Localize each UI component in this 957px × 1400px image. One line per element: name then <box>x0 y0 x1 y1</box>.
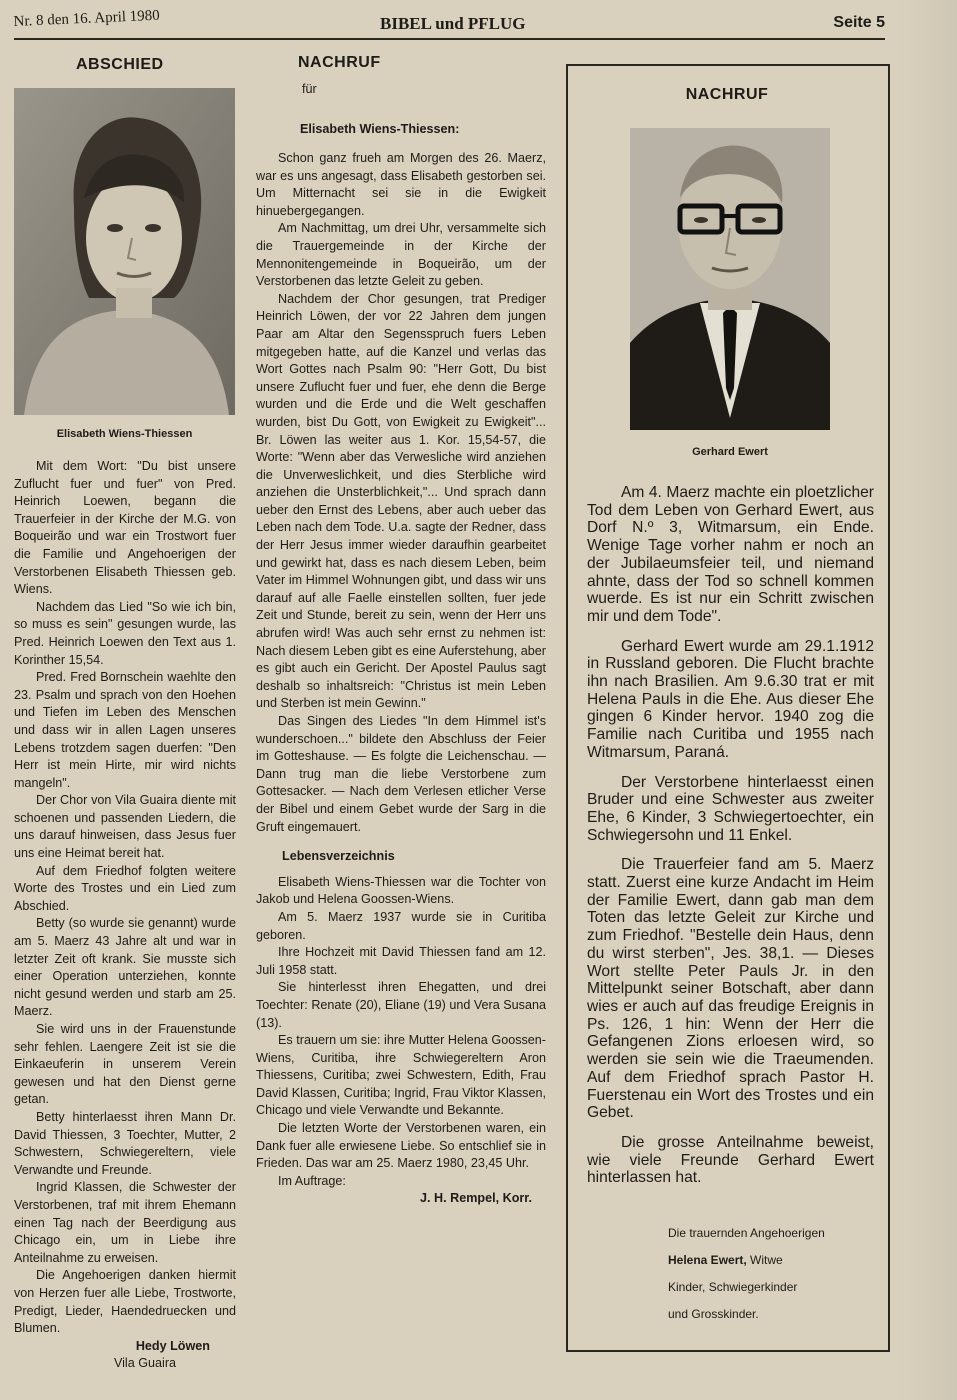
paragraph: Mit dem Wort: "Du bist unsere Zuflucht fuer und fuer" von Pred. Heinrich Loewen, begann die Trauerfeier in der Kirche der M.G. von Boqueirão und war ein Trostwort fuer die Familie und Angehoerigen der Verstorbenen Elisabeth Thiessen geb. Wiens. <box>14 459 236 597</box>
portrait-woman-icon <box>14 88 235 415</box>
paragraph: Sie hinterlesst ihren Ehegatten, und drei Toechter: Renate (20), Eliane (19) und Vera Susana (13). <box>256 980 546 1030</box>
paragraph: Nachdem das Lied "So wie ich bin, so muss es sein" gesungen wurde, las Pred. Heinrich Loewen den Text aus 1. Korinther 15,54. <box>14 599 236 667</box>
sign-line: Die trauernden Angehoerigen <box>668 1226 825 1240</box>
photo-caption-gerhard: Gerhard Ewert <box>692 446 768 458</box>
portrait-photo-elisabeth <box>14 88 235 415</box>
paragraph: Die letzten Worte der Verstorbenen waren, ein Dank fuer alle erwiesene Liebe. So entschlief sie in Frieden. Das war am 25. Maerz 1980, 23,45 Uhr. <box>256 1121 546 1171</box>
page-number: Seite 5 <box>833 14 885 31</box>
paragraph: Nachdem der Chor gesungen, trat Prediger Heinrich Löwen, der vor 22 Jahren dem jungen Paar am Altar den Segensspruch fuers Leben mitgegeben hatte, auf die Kanzel und verlas das Wort Gottes nach Psalm 90: "Herr Gott, Du bist unsere Zuflucht fuer und fuer, ehe denn die Berge wurden und die Erde und die Welt geschaffen wurden, bist Du Gott, von Ewigkeit zu Ewigkeit"... Br. Löwen las weiter aus 1. Kor. 15,54-57, die Worte: "Wenn aber das Verwesliche wird anziehen die Unverweslichkeit, und dies Sterbliche wird anziehen die Unsterblichkeit,"... Und sprach dann ueber den Ernst des Lebens, aber auch ueber das Leben nach dem Tode. U.a. sagte der Redner, dass der Herr Jesus immer wieder daraufhin gearbeitet und gewirkt hat, dass es nach diesem Leben, beim Vater im Himmel Wohnungen gibt, und dass wir uns darauf auf alle Faelle einstellen sollten, fuer jede Zeit und Stunde, bereit zu sein, wenn der Herr uns abrufen wird! Was auch sehr ernst zu nehmen ist: Nach diesem Leben gibt es eine Auferstehung, aber es gibt auch ein Gericht. Der Apostel Paulus sagt deshalb so inhaltsreich: "Christus ist mein Leben und Sterben ist mein Gewinn." <box>256 291 546 711</box>
portrait-photo-gerhard <box>630 128 830 430</box>
paragraph: Auf dem Friedhof folgten weitere Worte des Trostes und ein Lied zum Abschied. <box>14 863 236 913</box>
paragraph: Ingrid Klassen, die Schwester der Verstorbenen, traf mit ihrem Ehemann einen Tag nach der Beerdigung aus Chicago ein, um in Liebe ihre Anteilnahme zu erweisen. <box>14 1180 236 1265</box>
nachruf-heading-elisabeth: NACHRUF <box>298 54 381 71</box>
nachruf-article-gerhard <box>587 484 874 1199</box>
paragraph: Das Singen des Liedes "In dem Himmel ist's wunderschoen..." bildete den Abschluss der Feier im Gotteshause. — Es folgte die Leichenschau. — Dann trug man die liebe Verstorbene zum Gottesacker. — Nach dem Verlesen etlicher Verse der Bibel und einem Gebet wurde der Sarg in die Gruft eingemauert. <box>256 714 546 834</box>
im-auftrage: Im Auftrage: <box>278 1173 346 1188</box>
widow-name: Helena Ewert, <box>668 1253 747 1267</box>
paragraph: Betty (so wurde sie genannt) wurde am 5. Maerz 43 Jahre alt und war in letzter Zeit oft krank. Sie musste sich einer Operation unterziehen, konnte nicht gesund werden und starb am 25. Maerz. <box>14 916 236 1019</box>
paragraph: Am 4. Maerz machte ein ploetzlicher Tod dem Leben von Gerhard Ewert, aus Dorf N.º 3, Witmarsum, ein Ende. Wenige Tage vorher nahm er noch an der Jubilaeumsfeier teil, und niemand ahnte, dass der Tod so schnell kommen wuerde. Es ist nur ein Schritt zwischen mir und dem Tode". <box>587 484 874 625</box>
paragraph: Am Nachmittag, um drei Uhr, versammelte sich die Trauergemeinde in der Kirche der Mennonitengemeinde in Boqueirão, um der Verstorbenen das letzte Geleit zu geben. <box>256 221 546 289</box>
widow-title: Witwe <box>746 1253 783 1267</box>
paragraph: Gerhard Ewert wurde am 29.1.1912 in Russland geboren. Die Flucht brachte ihn nach Brasilien. Am 9.6.30 trat er mit Helena Pauls in die Ehe. Aus dieser Ehe gingen 6 Kinder hervor. 1940 zog die Familie nach Curitiba und 1955 nach Witmarsum, Paraná. <box>587 637 874 761</box>
sign-line: Kinder, Schwiegerkinder <box>668 1280 798 1294</box>
abschied-article <box>14 458 236 1373</box>
nachruf-subject: Elisabeth Wiens-Thiessen: <box>300 122 460 136</box>
paragraph: Elisabeth Wiens-Thiessen war die Tochter von Jakob und Helena Goossen-Wiens. <box>256 874 546 907</box>
nachruf-article-elisabeth <box>256 150 546 1208</box>
photo-caption-elisabeth: Elisabeth Wiens-Thiessen <box>56 428 193 440</box>
signature-name: Hedy Löwen <box>135 1338 210 1353</box>
paragraph: Am 5. Maerz 1937 wurde sie in Curitiba geboren. <box>256 909 546 942</box>
newspaper-title: BIBEL und PFLUG <box>380 14 526 33</box>
paragraph: Sie wird uns in der Frauenstunde sehr fehlen. Laengere Zeit ist sie die Einkaeuferin in unserem Verein gewesen und hat den Dienst gerne getan. <box>14 1022 236 1107</box>
nachruf-heading-gerhard: NACHRUF <box>685 86 769 103</box>
page-edge-shadow <box>897 0 957 1400</box>
correspondent-signature: J. H. Rempel, Korr. <box>420 1191 532 1206</box>
paragraph: Die grosse Anteilnahme beweist, wie viele Freunde Gerhard Ewert hinterlassen hat. <box>587 1133 874 1187</box>
signature-place: Vila Guaira <box>113 1356 177 1371</box>
paragraph: Der Verstorbene hinterlaesst einen Bruder und eine Schwester aus zweiter Ehe, 6 Kinder, 3 Schwiegertoechter, ein Schwiegersohn und 11 Enkel. <box>587 773 874 844</box>
paragraph: Es trauern um sie: ihre Mutter Helena Goossen-Wiens, Curitiba, ihre Schwiegereltern Aron Thiessens, Curitiba; zwei Schwestern, Edith, Frau David Klassen, Curitiba; Ingrid, Frau Viktor Klassen, Chicago und viele Verwandte und Bekannte. <box>256 1033 546 1118</box>
paragraph: Die Trauerfeier fand am 5. Maerz statt. Zuerst eine kurze Andacht im Heim der Familie Ewert, dann gab man dem Toten das letzte Geleit zur Kirche und zum Friedhof. "Bestelle dein Haus, denn du wirst sterben", Jes. 38,1. — Dieses Wort stellte Peter Pauls Jr. in den Mittelpunkt seiner Botschaft, aber dann wies er auch auf das freudige Ereignis in Ps. 126, 1 hin: Wenn der Herr die Gefangenen Zions erloesen wird, so werden sie sein wie die Traeumenden. Auf dem Friedhof sprach Pastor H. Fuerstenau ein Wort des Trostes und ein Gebet. <box>587 856 874 1122</box>
paragraph: Ihre Hochzeit mit David Thiessen fand am 12. Juli 1958 statt. <box>256 945 546 977</box>
issue-date: Nr. 8 den 16. April 1980 <box>13 7 161 31</box>
paragraph: Die Angehoerigen danken hiermit von Herzen fuer alle Liebe, Trostworte, Predigt, Lieder, Haendedruecken und Blumen. <box>14 1268 236 1336</box>
sign-line: und Grosskinder. <box>668 1307 759 1321</box>
header-rule <box>14 38 885 40</box>
for-label: für <box>302 82 317 96</box>
portrait-man-icon <box>630 128 830 430</box>
widow-line <box>668 1247 878 1274</box>
paragraph: Der Chor von Vila Guaira diente mit schoenen und passenden Liedern, die uns darauf hinweisen, dass Jesus fuer uns eine Heimat bereit hat. <box>14 793 236 861</box>
paragraph: Betty hinterlaesst ihren Mann Dr. David Thiessen, 3 Toechter, Mutter, 2 Schwestern, Schwiegereltern, viele Verwandte und Freunde. <box>14 1109 236 1177</box>
lebensverzeichnis-heading: Lebensverzeichnis <box>282 849 395 864</box>
paragraph: Pred. Fred Bornschein waehlte den 23. Psalm und sprach von den Hoehen und Tiefen im Leben des Menschen und dass wir in allen Lagen unseres Lebens trotzdem sagen duerfen: "Den Herr ist mein Hirte, mir wird nichts mangeln". <box>14 670 236 790</box>
abschied-heading: ABSCHIED <box>76 56 164 73</box>
mourners-signature <box>668 1220 878 1328</box>
paragraph: Schon ganz frueh am Morgen des 26. Maerz, war es uns angesagt, dass Elisabeth gestorben sei. Um Mitternacht sei sie in die Ewigkeit hinuebergegangen. <box>256 151 546 218</box>
